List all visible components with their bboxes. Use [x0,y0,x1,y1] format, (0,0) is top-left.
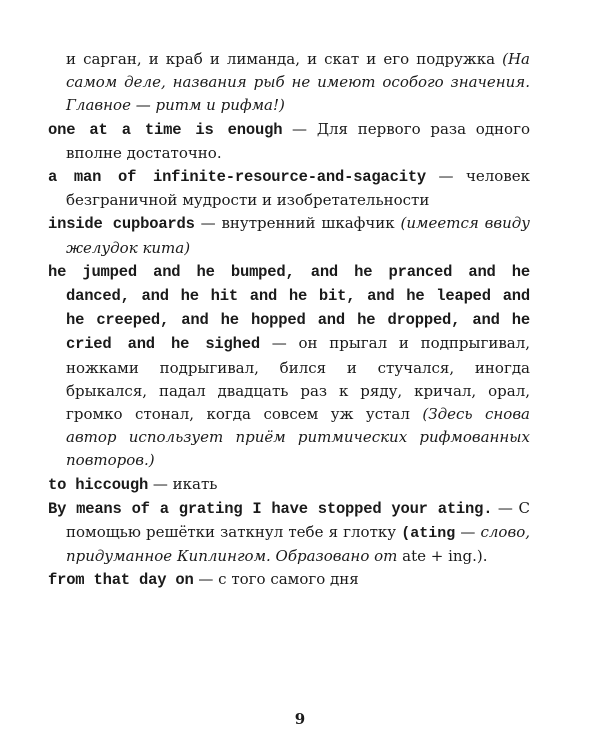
note-italic: (На самом деле, названия рыб не имеют особого значения. Главное — ритм и рифма!) [66,50,530,115]
page-number: 9 [294,710,306,728]
note-italic: слово, придуманное Киплингом. Образовано от [66,523,530,566]
glossary-entry [48,212,530,259]
translation: — С помощью решётки заткнул тебе я глотку [66,498,530,542]
translation: — внутренний шкафчик [194,214,401,233]
headword: By means of a grating I have stopped your ating. [48,499,493,518]
headword: one at a time is enough [48,120,283,139]
headword: from that day on [48,571,194,590]
glossary-entries [48,48,530,593]
translation: ate + ing.). [397,547,488,566]
glossary-entry [48,48,530,118]
note-italic: (имеется ввиду желудок кита) [66,214,531,257]
glossary-page [48,48,530,593]
glossary-entry [48,118,530,165]
translation: — Для первого раза одного вполне достаточно. [66,119,530,162]
glossary-entry [48,473,530,497]
translation: — [455,523,481,542]
headword: a man of infinite-resource-and-sagacity [48,168,427,187]
translation: — он прыгал и подпрыгивал, ножками подрыгивал, бился и стучался, иногда брыкался, падал двадцать раз к ряду, кричал, орал, громко стонал, когда совсем уж устал [66,334,531,424]
translation: — человек безграничной мудрости и изобретательности [66,167,530,210]
glossary-entry [48,260,530,473]
headword: he jumped and he bumped, and he pranced and he danced, and he hit and he bit, and he leaped and he creeped, and he hopped and he dropped, and he cried and he sighed [48,262,530,354]
translation: — икать [148,474,218,493]
glossary-entry [48,165,530,212]
glossary-entry [48,568,530,592]
note-italic: (Здесь снова автор использует приём ритмических рифмованных повторов.) [66,405,531,470]
translation: и сарган, и краб и лиманда, и скат и его подружка [66,50,503,68]
headword: to hiccough [48,475,149,494]
headword: inside cupboards [48,215,195,234]
glossary-entry [48,497,530,569]
bold-term: (ating [401,525,456,543]
translation: — с того самого дня [193,570,359,589]
